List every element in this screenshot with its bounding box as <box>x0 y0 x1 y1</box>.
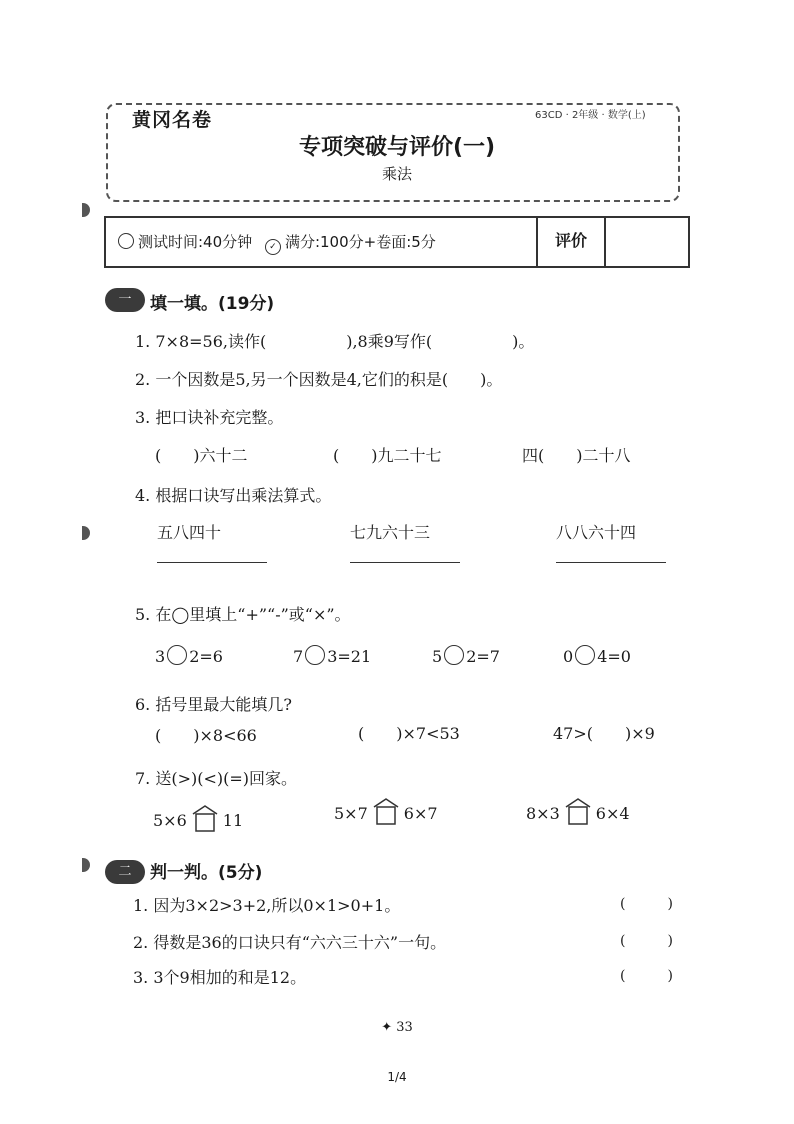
q7-item-c: 8×3 6×4 <box>526 797 630 825</box>
question-1: 1. 7×8=56,读作( ),8乘9写作( )。 <box>135 332 535 351</box>
section-title: 填一填。(19分) <box>150 294 275 314</box>
clock-icon <box>118 233 134 249</box>
page-title: 专项突破与评价(一) <box>298 135 496 160</box>
answer-circle[interactable] <box>305 645 325 665</box>
answer-line[interactable] <box>556 562 666 563</box>
answer-circle[interactable] <box>167 645 187 665</box>
section-badge: 二 <box>105 860 145 884</box>
question-3: 3. 把口诀补充完整。 <box>135 408 284 427</box>
q5-item-d: 0 4=0 <box>563 647 631 666</box>
page-subtitle: 乘法 <box>381 165 412 183</box>
q5-item-b: 7 3=21 <box>293 647 372 666</box>
q5-item-a: 3 2=6 <box>155 647 223 666</box>
q7-item-b: 5×7 6×7 <box>334 797 438 825</box>
q5-item-c: 5 2=7 <box>432 647 500 666</box>
page-footer: 1/4 <box>387 1070 407 1084</box>
section-title: 判一判。(5分) <box>150 863 263 883</box>
question-5: 5. 在◯里填上“+”“-”或“×”。 <box>135 605 351 624</box>
judge-question-1: 1. 因为3×2>3+2,所以0×1>0+1。 <box>133 896 401 915</box>
judge-paren[interactable]: ( ) <box>620 933 673 949</box>
eval-label: 评价 <box>536 218 606 266</box>
q3-item-b: ( )九二十七 <box>333 446 442 465</box>
judge-question-2: 2. 得数是36的口诀只有“六六三十六”一句。 <box>133 933 447 952</box>
q4-item-c: 八八六十四 <box>556 523 637 542</box>
check-icon: ✓ <box>265 239 281 255</box>
q7-item-a: 5×6 11 <box>153 804 243 832</box>
brand-logo: 黄冈名卷 <box>128 105 216 132</box>
q6-item-c: 47>( )×9 <box>553 724 655 743</box>
q3-item-a: ( )六十二 <box>155 446 248 465</box>
binding-hole <box>82 526 90 540</box>
full-score: 满分:100分+卷面:5分 <box>284 233 436 251</box>
answer-line[interactable] <box>350 562 460 563</box>
answer-line[interactable] <box>157 562 267 563</box>
info-text <box>118 231 436 255</box>
question-2: 2. 一个因数是5,另一个因数是4,它们的积是( )。 <box>135 370 503 389</box>
q6-item-a: ( )×8<66 <box>155 726 257 745</box>
section-badge: 一 <box>105 288 145 312</box>
answer-circle[interactable] <box>444 645 464 665</box>
judge-question-3: 3. 3个9相加的和是12。 <box>133 968 307 987</box>
binding-hole <box>82 858 90 872</box>
page-number: ✦ 33 <box>381 1020 413 1035</box>
info-box <box>104 216 690 268</box>
question-6: 6. 括号里最大能填几? <box>135 695 292 714</box>
house-icon[interactable] <box>372 797 400 825</box>
question-7: 7. 送(>)(<)(=)回家。 <box>135 769 298 788</box>
test-time: 测试时间:40分钟 <box>138 233 253 251</box>
q6-item-b: ( )×7<53 <box>358 724 460 743</box>
q3-item-c: 四( )二十八 <box>522 446 631 465</box>
question-4: 4. 根据口诀写出乘法算式。 <box>135 486 332 505</box>
house-icon[interactable] <box>191 804 219 832</box>
answer-circle[interactable] <box>575 645 595 665</box>
binding-hole <box>82 203 90 217</box>
q4-item-a: 五八四十 <box>157 523 222 542</box>
house-icon[interactable] <box>564 797 592 825</box>
judge-paren[interactable]: ( ) <box>620 968 673 984</box>
book-code: 63CD · 2年级 · 数学(上) <box>535 110 646 121</box>
q4-item-b: 七九六十三 <box>350 523 431 542</box>
judge-paren[interactable]: ( ) <box>620 896 673 912</box>
